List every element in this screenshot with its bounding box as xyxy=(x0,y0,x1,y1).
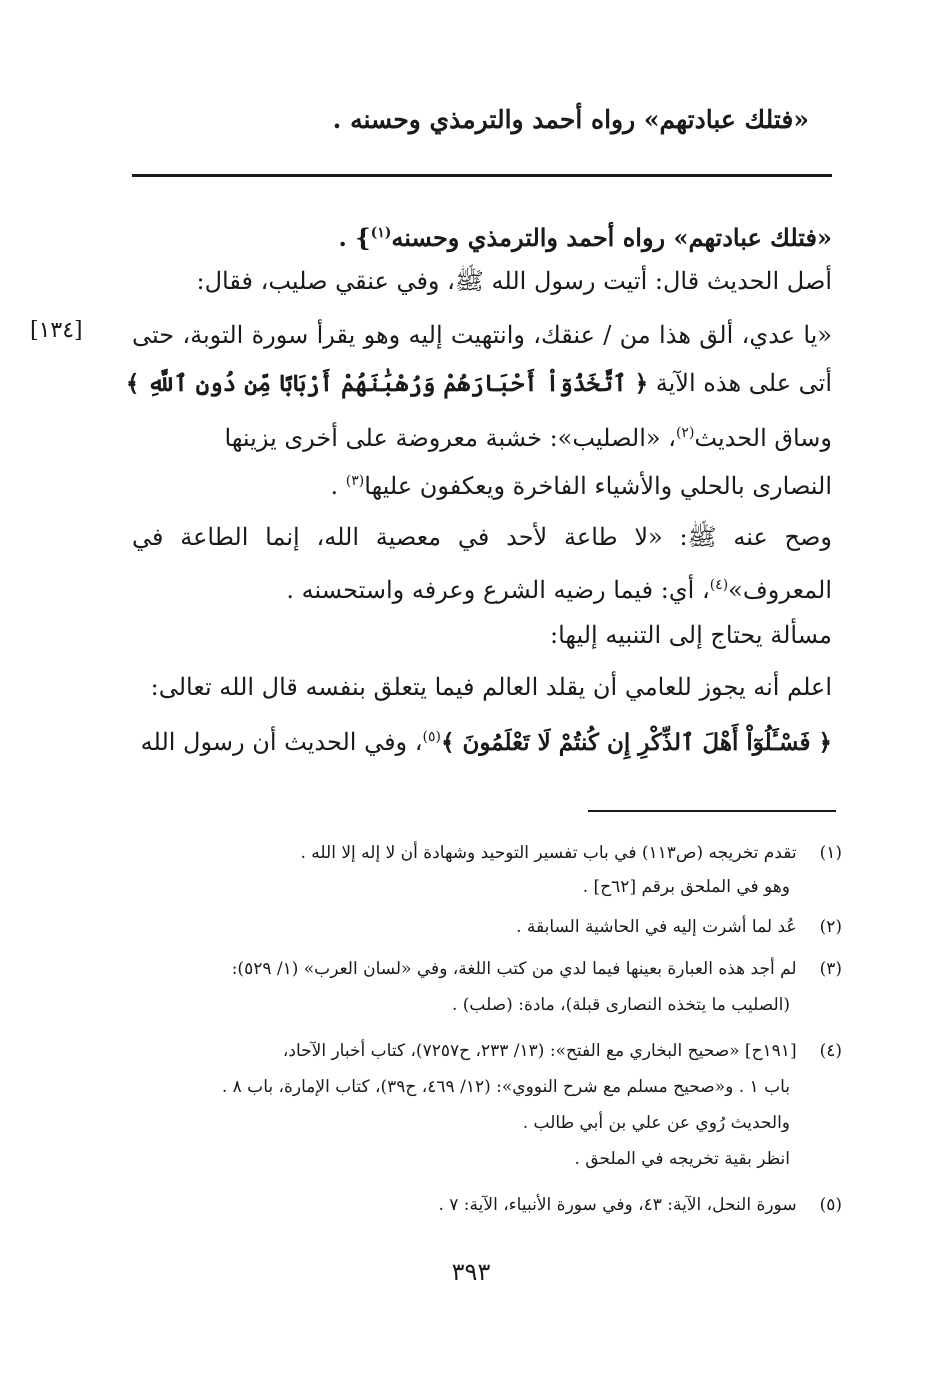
footnote-number: (١) xyxy=(819,843,842,863)
body-line-3: «يا عدي، ألق هذا من / عنقك، وانتهيت إليه وهو يقرأ سورة التوبة، حتى xyxy=(132,321,832,349)
footnote-ref-2: (٢) xyxy=(675,425,695,441)
text-segment: ، «الصليب»: خشبة معروضة على أخرى يزينها xyxy=(224,424,676,452)
text-segment: ، أي: فيما رضيه الشرع وعرفه واستحسنه . xyxy=(286,576,710,604)
text-segment: . xyxy=(330,472,346,500)
footnote-ref-5: (٥) xyxy=(422,729,441,745)
body-line-9: مسألة يحتاج إلى التنبيه إليها: xyxy=(550,621,832,649)
body-line-1 xyxy=(132,216,832,255)
body-line-5 xyxy=(132,416,832,455)
page-number: ٣٩٣ xyxy=(451,1258,491,1286)
body-line-11 xyxy=(132,720,832,760)
body-line-7: وصح عنه ﷺ: «لا طاعة لأحد في معصية الله، إنما الطاعة في xyxy=(132,523,833,551)
footnote-number: (٥) xyxy=(819,1195,842,1215)
footnote-ref-3: (٣) xyxy=(345,473,365,489)
quran-verse-1: ﴿ ٱتَّخَذُوٓاْ أَحْبَارَهُمْ وَرُهْبَٰنَهُمْ أَرْبَابًا مِّن دُونِ ٱللَّهِ ﴾ xyxy=(125,370,649,397)
footnote-text: [١٩١ح] «صحيح البخاري مع الفتح»: (١٣/ ٢٣٣، ح٧٢٥٧)، كتاب أخبار الآحاد، xyxy=(282,1041,797,1061)
footnote-2 xyxy=(122,912,842,942)
footnote-number: (٤) xyxy=(819,1041,842,1061)
quran-verse-2: ﴿ فَسْـَٔلُوٓاْ أَهْلَ ٱلذِّكْرِ إِن كُنتُمْ لَا تَعْلَمُونَ ﴾ xyxy=(441,729,832,756)
running-header: «فتلك عبادتهم» رواه أحمد والترمذي وحسنه . xyxy=(332,105,809,134)
body-line-2: أصل الحديث قال: أتيت رسول الله ﷺ، وفي عنقي صليب، فقال: xyxy=(196,267,832,295)
manuscript-page-ref: [١٣٤] xyxy=(30,318,83,343)
text-segment: النصارى بالحلي والأشياء الفاخرة ويعكفون عليها xyxy=(364,472,832,500)
body-line-10: اعلم أنه يجوز للعامي أن يقلد العالم فيما يتعلق بنفسه قال الله تعالى: xyxy=(150,673,832,701)
footnote-4-continued: باب ١ . و«صحيح مسلم مع شرح النووي»: (١٢/ ٤٦٩، ح٣٩)، كتاب الإمارة، باب ٨ . xyxy=(221,1077,790,1097)
footnote-text: سورة النحل، الآية: ٤٣، وفي سورة الأنبياء، الآية: ٧ . xyxy=(438,1195,797,1215)
footnote-4-continued: والحديث رُوي عن علي بن أبي طالب . xyxy=(522,1113,790,1133)
text-segment: المعروف» xyxy=(728,576,832,604)
footnote-text: لم أجد هذه العبارة بعينها فيما لدي من كتب اللغة، وفي «لسان العرب» (١/ ٥٢٩): xyxy=(231,959,797,979)
footnote-1 xyxy=(122,838,842,868)
quote-text: «فتلك عبادتهم» رواه أحمد والترمذي وحسنه xyxy=(391,223,832,252)
footnote-5 xyxy=(122,1190,842,1220)
text-segment: ، وفي الحديث أن رسول الله xyxy=(140,728,423,756)
footnote-divider xyxy=(588,810,836,812)
footnote-number: (٣) xyxy=(819,959,842,979)
text-segment: وساق الحديث xyxy=(694,424,832,452)
footnote-4-continued: انظر بقية تخريجه في الملحق . xyxy=(574,1149,790,1169)
footnote-3 xyxy=(122,954,842,984)
footnote-4 xyxy=(122,1036,842,1066)
intro-text: أتى على هذه الآية xyxy=(655,369,832,397)
body-line-8 xyxy=(132,568,832,607)
footnote-ref-1: (١) xyxy=(370,225,392,241)
body-line-4 xyxy=(125,366,832,401)
footnote-3-continued: (الصليب ما يتخذه النصارى قبلة)، مادة: (صلب) . xyxy=(451,995,790,1015)
body-line-6 xyxy=(132,464,832,503)
footnote-number: (٢) xyxy=(819,917,842,937)
closing-brace: } . xyxy=(338,223,371,252)
footnote-ref-4: (٤) xyxy=(709,577,729,593)
footnote-text: عُد لما أشرت إليه في الحاشية السابقة . xyxy=(516,917,797,937)
footnote-text: تقدم تخريجه (ص١١٣) في باب تفسير التوحيد وشهادة أن لا إله إلا الله . xyxy=(300,843,797,863)
header-divider xyxy=(132,174,832,177)
footnote-1-continued: وهو في الملحق برقم [٦٢ح] . xyxy=(582,877,790,897)
